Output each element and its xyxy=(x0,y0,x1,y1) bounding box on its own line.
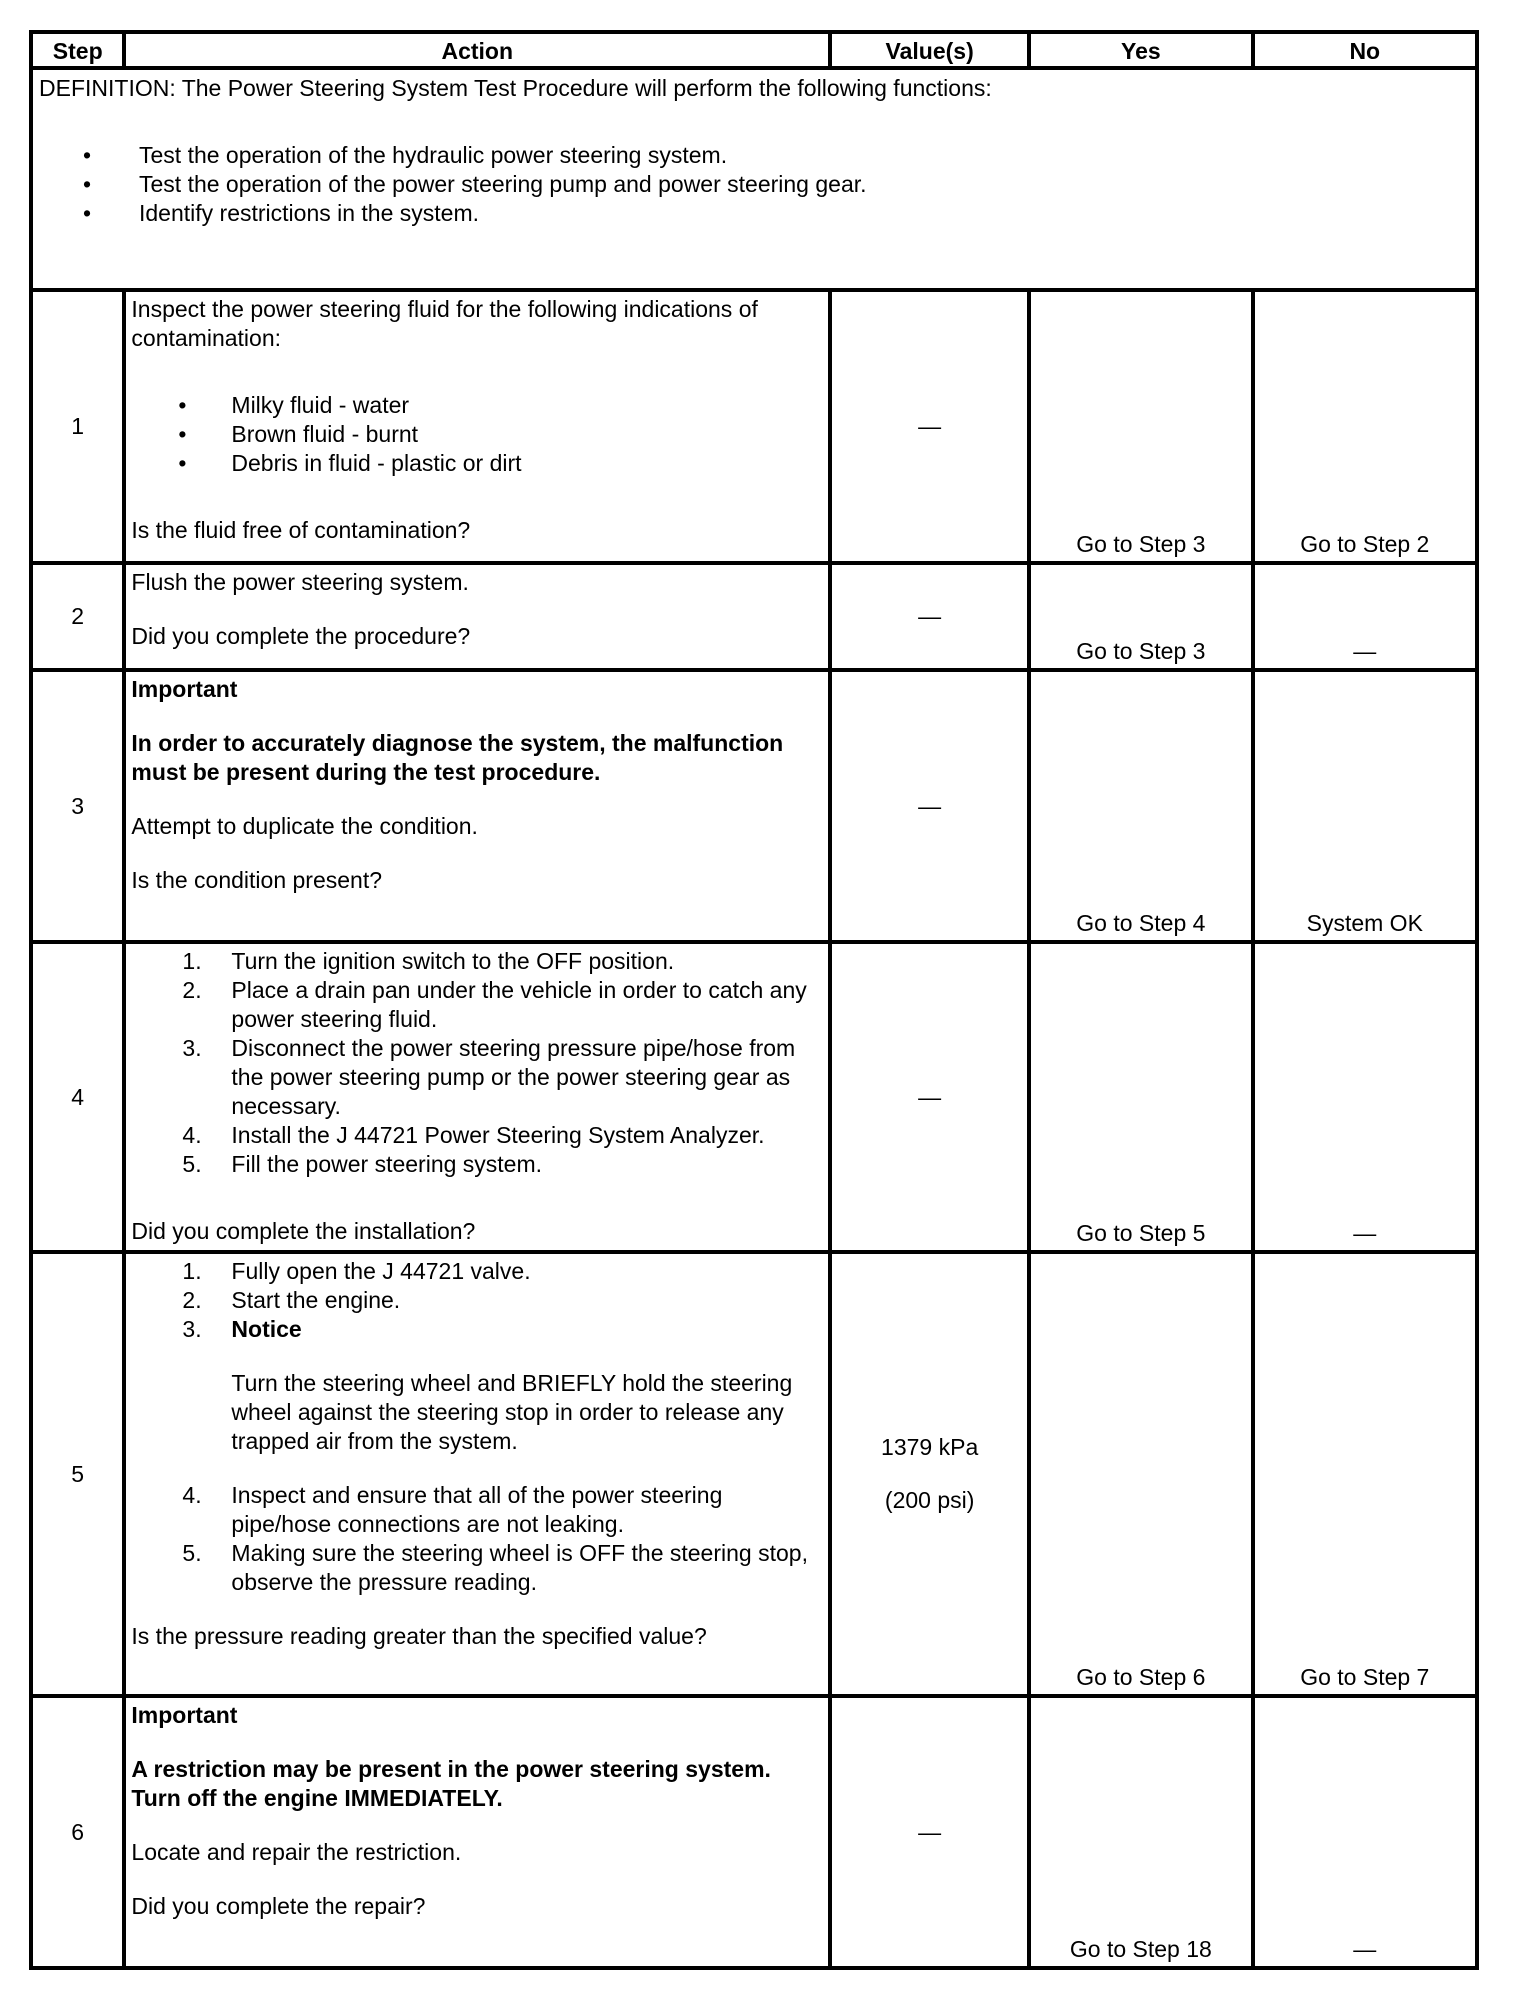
diagnostic-table xyxy=(29,30,1479,1970)
yes-cell: Go to Step 3 xyxy=(1029,290,1252,563)
action-instruction: Locate and repair the restriction. xyxy=(131,1839,462,1865)
table-row xyxy=(31,1252,1477,1696)
step-number: 2 xyxy=(31,563,124,670)
list-item: 5. Making sure the steering wheel is OFF the steering stop, observe the pressure reading. xyxy=(182,1540,808,1595)
yes-cell: Go to Step 5 xyxy=(1029,942,1252,1252)
list-item: 4. Inspect and ensure that all of the power steering pipe/hose connections are not leaking. xyxy=(182,1482,723,1537)
list-item: 1. Turn the ignition switch to the OFF position. xyxy=(182,948,675,974)
action-cell xyxy=(124,563,830,670)
header-step: Step xyxy=(31,32,124,68)
list-item: 4. Install the J 44721 Power Steering System Analyzer. xyxy=(182,1122,765,1148)
list-item: 3. Notice xyxy=(182,1316,302,1342)
action-question: Did you complete the installation? xyxy=(131,1218,476,1244)
value-cell: — xyxy=(830,1696,1029,1968)
list-item: 5. Fill the power steering system. xyxy=(182,1151,543,1177)
list-item: • Brown fluid - burnt xyxy=(131,420,822,449)
procedure-list xyxy=(131,947,822,1179)
step-number: 5 xyxy=(31,1252,124,1696)
value-cell xyxy=(830,1252,1029,1696)
definition-row xyxy=(31,68,1477,290)
procedure-list-continued xyxy=(131,1481,822,1597)
important-label: Important xyxy=(131,1702,238,1728)
action-question: Did you complete the repair? xyxy=(131,1893,426,1919)
no-cell: System OK xyxy=(1253,670,1477,942)
no-cell: — xyxy=(1253,563,1477,670)
action-question: Is the pressure reading greater than the specified value? xyxy=(131,1623,707,1649)
value-cell: — xyxy=(830,563,1029,670)
action-question: Is the condition present? xyxy=(131,867,383,893)
no-cell: Go to Step 2 xyxy=(1253,290,1477,563)
table-row xyxy=(31,670,1477,942)
header-action: Action xyxy=(124,32,830,68)
value-cell: — xyxy=(830,942,1029,1252)
no-cell: Go to Step 7 xyxy=(1253,1252,1477,1696)
step-number: 1 xyxy=(31,290,124,563)
step-number: 6 xyxy=(31,1696,124,1968)
action-intro: Inspect the power steering fluid for the following indications of contamination: xyxy=(131,296,758,351)
action-cell xyxy=(124,1696,830,1968)
contamination-list xyxy=(131,391,822,478)
list-item: • Milky fluid - water xyxy=(131,391,822,420)
definition-cell xyxy=(31,68,1477,290)
step-number: 4 xyxy=(31,942,124,1252)
action-cell xyxy=(124,1252,830,1696)
list-item: • Test the operation of the power steering pump and power steering gear. xyxy=(39,170,1469,199)
list-item: • Identify restrictions in the system. xyxy=(39,199,1469,228)
list-item: • Debris in fluid - plastic or dirt xyxy=(131,449,822,478)
list-item: • Test the operation of the hydraulic power steering system. xyxy=(39,141,1469,170)
important-text: A restriction may be present in the power steering system. Turn off the engine IMMEDIATELY. xyxy=(131,1756,771,1811)
list-item: 2. Place a drain pan under the vehicle in order to catch any power steering fluid. xyxy=(182,977,807,1032)
action-cell xyxy=(124,942,830,1252)
action-instruction: Attempt to duplicate the condition. xyxy=(131,813,478,839)
yes-cell: Go to Step 4 xyxy=(1029,670,1252,942)
important-text: In order to accurately diagnose the system, the malfunction must be present during the test procedure. xyxy=(131,730,784,785)
table-row xyxy=(31,290,1477,563)
notice-text: Turn the steering wheel and BRIEFLY hold the steering wheel against the steering stop in order to release any trapped air from the system. xyxy=(231,1370,793,1454)
action-cell xyxy=(124,670,830,942)
table-row xyxy=(31,942,1477,1252)
header-no: No xyxy=(1253,32,1477,68)
table-row xyxy=(31,1696,1477,1968)
value-kpa: 1379 kPa xyxy=(881,1434,979,1460)
procedure-list xyxy=(131,1257,822,1344)
step-number: 3 xyxy=(31,670,124,942)
notice-label: Notice xyxy=(231,1316,302,1342)
header-values: Value(s) xyxy=(830,32,1029,68)
header-yes: Yes xyxy=(1029,32,1252,68)
action-question: Did you complete the procedure? xyxy=(131,623,471,649)
no-cell: — xyxy=(1253,1696,1477,1968)
no-cell: — xyxy=(1253,942,1477,1252)
table-row xyxy=(31,563,1477,670)
value-cell: — xyxy=(830,670,1029,942)
list-item: 3. Disconnect the power steering pressure pipe/hose from the power steering pump or the power steering gear as necessary. xyxy=(182,1035,796,1119)
action-intro: Flush the power steering system. xyxy=(131,569,469,595)
important-label: Important xyxy=(131,676,238,702)
value-psi: (200 psi) xyxy=(884,1487,975,1513)
list-item: 2. Start the engine. xyxy=(182,1287,401,1313)
action-question: Is the fluid free of contamination? xyxy=(131,517,471,543)
yes-cell: Go to Step 6 xyxy=(1029,1252,1252,1696)
header-row xyxy=(31,32,1477,68)
yes-cell: Go to Step 18 xyxy=(1029,1696,1252,1968)
action-cell xyxy=(124,290,830,563)
value-cell: — xyxy=(830,290,1029,563)
yes-cell: Go to Step 3 xyxy=(1029,563,1252,670)
definition-text: DEFINITION: The Power Steering System Test Procedure will perform the following functions: xyxy=(39,75,992,101)
definition-list xyxy=(39,141,1469,228)
list-item: 1. Fully open the J 44721 valve. xyxy=(182,1258,531,1284)
